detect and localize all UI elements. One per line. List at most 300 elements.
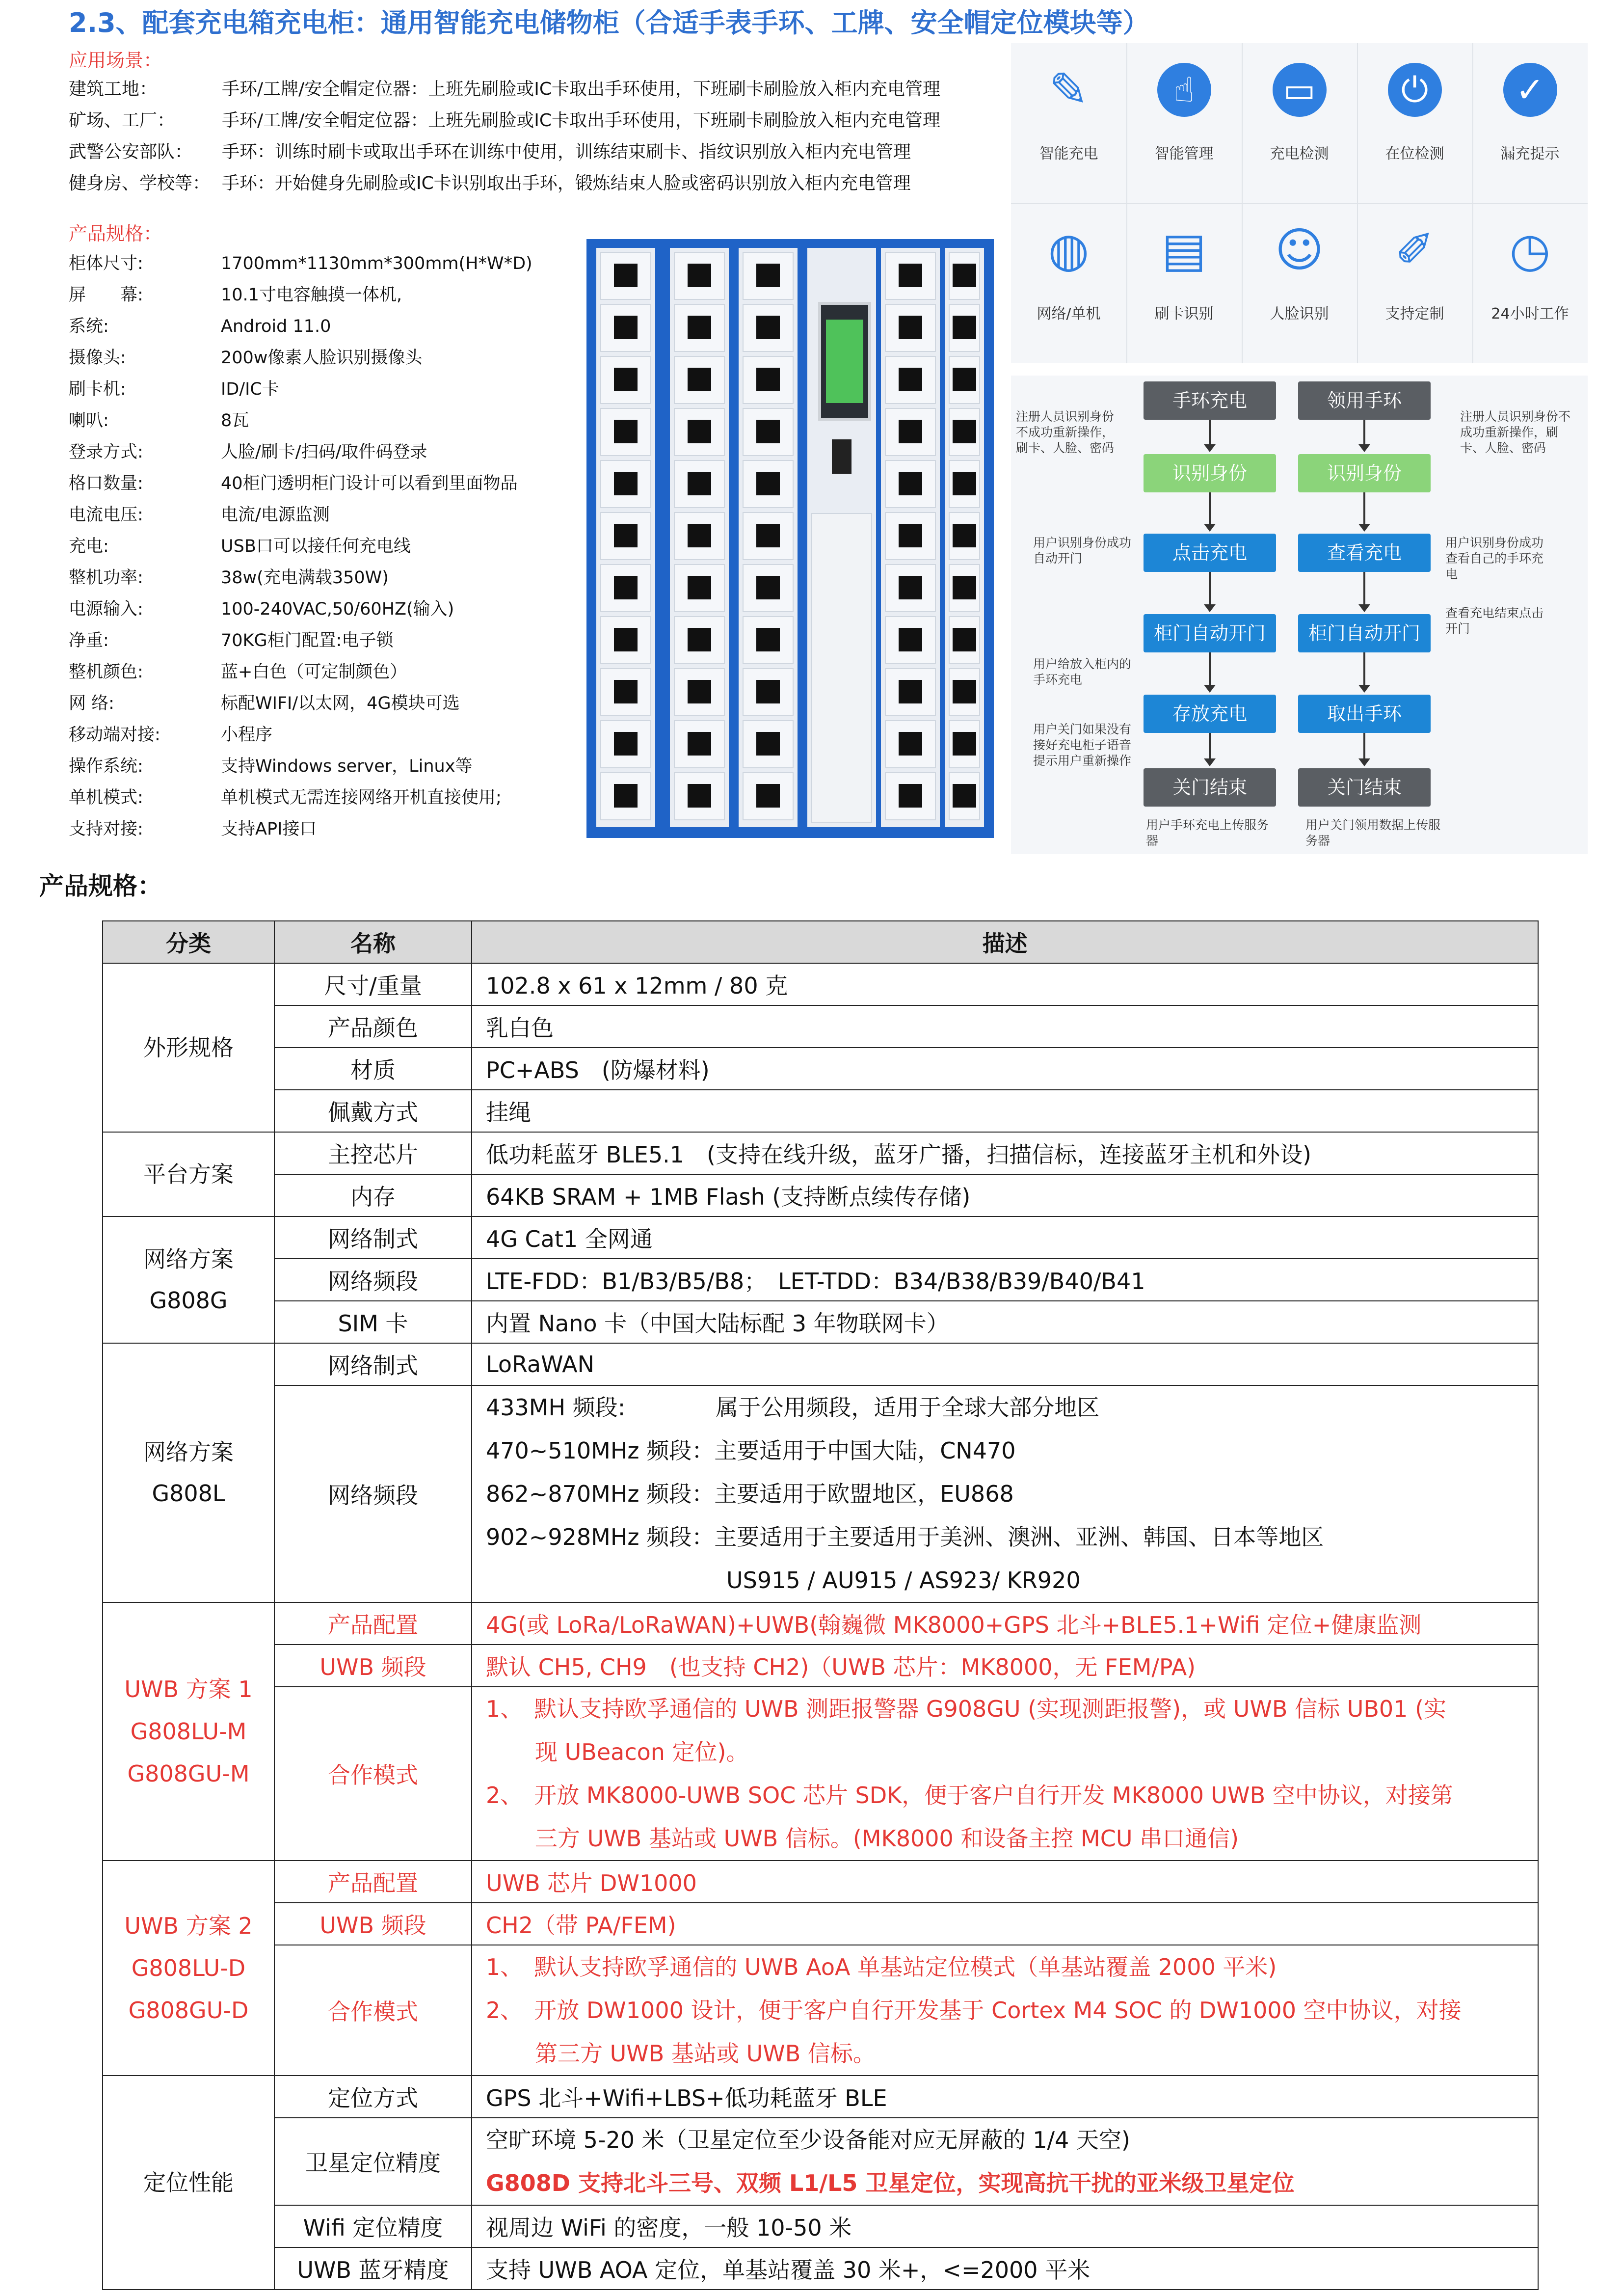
spec-row — [69, 405, 249, 436]
spec-value: 200w像素人脸识别摄像头 — [221, 348, 423, 368]
locker-door — [674, 304, 725, 352]
scene-row — [69, 168, 940, 199]
battery-icon: ▭ — [1273, 63, 1327, 117]
flow-note: 查看充电结束点击开门 — [1445, 606, 1544, 636]
locker-door — [885, 512, 936, 560]
table-row — [103, 1132, 1538, 1174]
locker-door — [600, 772, 651, 820]
spec-row — [69, 436, 427, 468]
scene-row — [69, 74, 940, 105]
category-cell — [103, 1343, 274, 1602]
flow-step: 查看充电 — [1298, 534, 1431, 572]
desc-line: 902~928MHz 频段：主要适用于主要适用于美洲、澳洲、亚洲、韩国、日本等地区 — [486, 1524, 1324, 1550]
category-cell: 定位性能 — [103, 2076, 274, 2290]
spec-value: 支持Windows server，Linux等 — [221, 756, 473, 776]
spec-value: 8瓦 — [221, 411, 249, 431]
spec-row — [69, 782, 502, 813]
flow-note: 注册人员识别身份不成功重新操作，刷卡、人脸、密码 — [1460, 409, 1571, 455]
spec-key: 登录方式: — [69, 442, 143, 462]
desc-line: 现 UBeacon 定位)。 — [535, 1739, 749, 1765]
name-cell: 佩戴方式 — [274, 1090, 472, 1132]
locker-door — [674, 252, 725, 300]
name-cell: UWB 频段 — [274, 1903, 472, 1945]
cabinet-column — [945, 248, 984, 827]
feature-label: 智能充电 — [1039, 145, 1098, 162]
feature-tile — [1357, 203, 1472, 363]
spec-value: 标配WIFI/以太网，4G模块可选 — [221, 694, 460, 713]
feature-tile — [1472, 203, 1588, 363]
spec-key: 柜体尺寸: — [69, 254, 143, 273]
name-cell: 网络频段 — [274, 1385, 472, 1602]
locker-door — [885, 772, 936, 820]
spec-row — [69, 625, 393, 656]
scene-value: 手环/工牌/安全帽定位器：上班先刷脸或IC卡取出手环使用，下班刷卡刷脸放入柜内充电管理 — [222, 79, 941, 99]
name-cell: 主控芯片 — [274, 1132, 472, 1174]
name-cell: Wifi 定位精度 — [274, 2205, 472, 2247]
flow-step: 存放充电 — [1144, 695, 1276, 733]
flow-note: 用户识别身份成功自动开门 — [1033, 536, 1132, 566]
name-cell: 定位方式 — [274, 2076, 472, 2118]
cabinet-image — [586, 239, 994, 838]
clock-24-icon: ◷ — [1509, 222, 1551, 277]
desc-cell: LoRaWAN — [472, 1343, 1538, 1385]
locker-door — [949, 460, 980, 508]
spec-row — [69, 468, 518, 499]
spec-key: 电流电压: — [69, 505, 143, 525]
spec-key: 喇叭: — [69, 411, 109, 431]
flow-step: 柜门自动开门 — [1144, 614, 1276, 652]
name-cell: 材质 — [274, 1048, 472, 1090]
desc-cell: 低功耗蓝牙 BLE5.1 (支持在线升级，蓝牙广播，扫描信标，连接蓝牙主机和外设) — [472, 1132, 1538, 1174]
spec-row — [69, 342, 422, 374]
locker-door — [949, 720, 980, 768]
scene-key: 健身房、学校等： — [69, 173, 211, 193]
cabinet-column — [670, 248, 729, 827]
desc-cell: 4G(或 LoRa/LoRaWAN)+UWB(翰巍微 MK8000+GPS 北斗+BLE5.1+Wifi 定位+健康监测 — [472, 1602, 1538, 1645]
locker-door — [674, 356, 725, 404]
locker-door — [743, 668, 794, 716]
locker-door — [743, 356, 794, 404]
flow-arrow — [1209, 572, 1211, 606]
locker-door — [949, 668, 980, 716]
locker-door — [949, 408, 980, 456]
spec-row — [69, 688, 460, 719]
name-cell: 网络制式 — [274, 1343, 472, 1385]
desc-cell: 64KB SRAM + 1MB Flash (支持断点续传存储) — [472, 1174, 1538, 1216]
category-line: G808GU-D — [128, 1997, 249, 2024]
desc-line: 空旷环境 5-20 米（卫星定位至少设备能对应无屏蔽的 1/4 天空) — [486, 2127, 1130, 2153]
spec-key: 移动端对接: — [69, 725, 160, 745]
flow-arrow — [1209, 652, 1211, 687]
category-line: G808G — [149, 1287, 228, 1314]
locker-door — [743, 564, 794, 612]
desc-cell: UWB 芯片 DW1000 — [472, 1861, 1538, 1903]
spec-value: 单机模式无需连接网络开机直接使用; — [221, 788, 502, 808]
spec-value: 10.1寸电容触摸一体机, — [221, 285, 402, 305]
desc-line: 862~870MHz 频段：主要适用于欧盟地区，EU868 — [486, 1481, 1014, 1507]
spec-value: 小程序 — [221, 725, 273, 745]
desc-line: 三方 UWB 基站或 UWB 信标。(MK8000 和设备主控 MCU 串口通信) — [535, 1825, 1239, 1852]
page-title: 2.3、配套充电箱充电柜：通用智能充电储物柜（合适手表手环、工牌、安全帽定位模块等） — [69, 7, 1149, 38]
feature-tile — [1011, 203, 1126, 363]
table-row — [103, 1861, 1538, 1903]
flow-arrow — [1209, 492, 1211, 526]
table-row — [103, 1174, 1538, 1216]
spec-label: 产品规格： — [69, 223, 162, 244]
locker-door — [949, 564, 980, 612]
locker-door — [743, 616, 794, 664]
desc-cell: LTE-FDD：B1/B3/B5/B8； LET-TDD：B34/B38/B39/B40/B41 — [472, 1259, 1538, 1301]
scene-row — [69, 136, 940, 168]
spec-key: 系统: — [69, 317, 109, 336]
scene-row — [69, 105, 940, 136]
center-panel — [807, 248, 876, 827]
locker-door — [949, 616, 980, 664]
category-cell — [103, 1861, 274, 2076]
name-cell: 产品配置 — [274, 1861, 472, 1903]
desc-cell: 乳白色 — [472, 1005, 1538, 1048]
spec-row — [69, 594, 454, 625]
spec-key: 操作系统: — [69, 756, 143, 776]
flow-arrow — [1209, 420, 1211, 446]
flow-arrow — [1209, 733, 1211, 760]
desc-cell — [472, 2118, 1538, 2205]
locker-door — [885, 356, 936, 404]
scene-value: 手环：开始健身先刷脸或IC卡识别取出手环，锻炼结束人脸或密码识别放入柜内充电管理 — [222, 173, 911, 193]
table-title: 产品规格： — [39, 872, 162, 900]
category-line: G808GU-M — [127, 1760, 250, 1787]
desc-cell: PC+ABS (防爆材料) — [472, 1048, 1538, 1090]
desc-line: 470~510MHz 频段：主要适用于中国大陆，CN470 — [486, 1437, 1016, 1464]
name-cell: 产品配置 — [274, 1602, 472, 1645]
table-row — [103, 1343, 1538, 1385]
desc-cell: 支持 UWB AOA 定位，单基站覆盖 30 米+，<=2000 平米 — [472, 2247, 1538, 2290]
feature-label: 漏充提示 — [1500, 145, 1560, 162]
spec-row — [69, 311, 331, 342]
locker-door — [885, 408, 936, 456]
table-row — [103, 2205, 1538, 2247]
plug-icon: ⏻ — [1388, 63, 1442, 117]
scene-key: 建筑工地： — [69, 79, 158, 99]
name-cell: SIM 卡 — [274, 1301, 472, 1343]
name-cell: 尺寸/重量 — [274, 963, 472, 1005]
spec-row — [69, 562, 389, 594]
flow-step: 领用手环 — [1298, 381, 1431, 420]
category-line: UWB 方案 2 — [124, 1913, 253, 1939]
desc-line: 1、 默认支持欧孚通信的 UWB 测距报警器 G908GU (实现测距报警)，或 UWB 信标 UB01 (实 — [486, 1696, 1447, 1722]
flow-step: 手环充电 — [1144, 381, 1276, 420]
name-cell: 产品颜色 — [274, 1005, 472, 1048]
spec-key: 刷卡机: — [69, 379, 126, 399]
spec-row — [69, 531, 411, 562]
table-row — [103, 963, 1538, 1005]
locker-door — [674, 720, 725, 768]
desc-cell — [472, 1687, 1538, 1861]
scenes-list — [69, 74, 940, 199]
header-category: 分类 — [103, 921, 274, 963]
desc-cell: 102.8 x 61 x 12mm / 80 克 — [472, 963, 1538, 1005]
category-cell — [103, 1602, 274, 1861]
category-cell: 平台方案 — [103, 1132, 274, 1216]
touch-hand-icon: ☝ — [1157, 63, 1211, 117]
smart-charge-icon: ✎ — [1049, 62, 1089, 117]
table-row — [103, 1945, 1538, 2076]
desc-cell: 视周边 WiFi 的密度，一般 10-50 米 — [472, 2205, 1538, 2247]
name-cell: 网络制式 — [274, 1216, 472, 1259]
locker-door — [674, 772, 725, 820]
spec-value: 70KG柜门配置:电子锁 — [221, 631, 394, 650]
locker-door — [600, 616, 651, 664]
name-cell: 合作模式 — [274, 1945, 472, 2076]
feature-tile — [1011, 43, 1126, 203]
category-cell: 外形规格 — [103, 963, 274, 1132]
card-reader — [832, 439, 851, 474]
spec-value: 100-240VAC,50/60HZ(输入) — [221, 599, 454, 619]
desc-line: 第三方 UWB 基站或 UWB 信标。 — [535, 2040, 876, 2067]
table-row — [103, 1216, 1538, 1259]
category-line: G808LU-M — [130, 1718, 247, 1745]
card-icon: ▤ — [1162, 222, 1206, 277]
desc-cell: 内置 Nano 卡（中国大陆标配 3 年物联网卡） — [472, 1301, 1538, 1343]
flow-step: 取出手环 — [1298, 695, 1431, 733]
locker-door — [674, 668, 725, 716]
grid-divider — [1011, 203, 1588, 204]
desc-line: US915 / AU915 / AS923/ KR920 — [726, 1567, 1081, 1594]
flow-note: 用户关门如果没有接好充电柜子语音提示用户重新操作 — [1033, 722, 1132, 768]
spec-row — [69, 374, 279, 405]
desc-cell — [472, 1945, 1538, 2076]
feature-label: 充电检测 — [1270, 145, 1329, 162]
table-row — [103, 1903, 1538, 1945]
flow-note: 用户手环充电上传服务器 — [1146, 818, 1269, 848]
name-cell: UWB 频段 — [274, 1645, 472, 1687]
scene-key: 矿场、工厂： — [69, 110, 175, 131]
flow-step: 识别身份 — [1298, 454, 1431, 492]
spec-key: 充电: — [69, 537, 109, 556]
desc-cell: 4G Cat1 全网通 — [472, 1216, 1538, 1259]
flow-note: 注册人员识别身份不成功重新操作，刷卡、人脸、密码 — [1016, 409, 1115, 455]
spec-table — [102, 920, 1539, 2290]
spec-row — [69, 813, 317, 845]
desc-line: 1、 默认支持欧孚通信的 UWB AoA 单基站定位模式（单基站覆盖 2000 平米) — [486, 1954, 1277, 1980]
desc-line: 433MH 频段: 属于公用频段，适用于全球大部分地区 — [486, 1394, 1100, 1421]
table-row — [103, 1645, 1538, 1687]
locker-door — [600, 512, 651, 560]
locker-door — [674, 564, 725, 612]
storage-door — [811, 513, 872, 823]
locker-door — [743, 304, 794, 352]
face-icon: ☺ — [1275, 222, 1324, 277]
flow-step: 点击充电 — [1144, 534, 1276, 572]
flow-step: 柜门自动开门 — [1298, 614, 1431, 652]
locker-door — [674, 460, 725, 508]
category-line: 网络方案 — [143, 1439, 234, 1465]
cabinet-column — [739, 248, 798, 827]
locker-door — [885, 252, 936, 300]
name-cell: 卫星定位精度 — [274, 2118, 472, 2205]
locker-door — [949, 772, 980, 820]
category-line: G808LU-D — [131, 1955, 246, 1981]
locker-door — [600, 720, 651, 768]
feature-tile — [1242, 43, 1357, 203]
feature-label: 24小时工作 — [1491, 305, 1569, 323]
pencil-ruler-icon: ✐ — [1395, 222, 1435, 277]
spec-key: 屏 幕: — [69, 285, 143, 305]
flow-note: 用户识别身份成功查看自己的手环充电 — [1445, 536, 1544, 581]
table-row — [103, 2247, 1538, 2290]
desc-cell: 挂绳 — [472, 1090, 1538, 1132]
locker-door — [674, 616, 725, 664]
locker-door — [600, 304, 651, 352]
feature-label: 智能管理 — [1154, 145, 1214, 162]
scene-value: 手环：训练时刷卡或取出手环在训练中使用，训练结束刷卡、指纹识别放入柜内充电管理 — [222, 142, 911, 162]
spec-key: 净重: — [69, 631, 109, 650]
locker-door — [674, 512, 725, 560]
locker-door — [743, 252, 794, 300]
table-row — [103, 2076, 1538, 2118]
feature-label: 网络/单机 — [1037, 305, 1101, 323]
spec-value: 38w(充电满载350W) — [221, 568, 389, 588]
locker-door — [600, 408, 651, 456]
locker-door — [885, 668, 936, 716]
spec-value: 1700mm*1130mm*300mm(H*W*D) — [221, 254, 532, 273]
spec-key: 支持对接: — [69, 819, 143, 839]
spec-row — [69, 499, 330, 531]
feature-label: 在位检测 — [1385, 145, 1444, 162]
feature-tile — [1126, 203, 1242, 363]
table-row — [103, 1005, 1538, 1048]
spec-row — [69, 248, 532, 279]
flow-arrow — [1363, 572, 1365, 606]
scene-key: 武警公安部队： — [69, 142, 193, 162]
feature-tile — [1242, 203, 1357, 363]
locker-door — [949, 512, 980, 560]
spec-key: 单机模式: — [69, 788, 143, 808]
check-icon: ✓ — [1503, 63, 1557, 117]
spec-key: 整机功率: — [69, 568, 143, 588]
flow-step: 关门结束 — [1144, 768, 1276, 807]
spec-value: 蓝+白色（可定制颜色） — [221, 662, 407, 682]
feature-label: 刷卡识别 — [1154, 305, 1214, 323]
feature-label: 支持定制 — [1385, 305, 1444, 323]
flow-arrow — [1363, 420, 1365, 446]
scenes-label: 应用场景： — [69, 50, 162, 71]
spec-row — [69, 279, 402, 311]
spec-key: 整机颜色: — [69, 662, 143, 682]
feature-tile — [1472, 43, 1588, 203]
locker-door — [885, 616, 936, 664]
locker-door — [600, 564, 651, 612]
spec-value: 人脸/刷卡/扫码/取件码登录 — [221, 442, 427, 462]
locker-door — [949, 356, 980, 404]
flow-arrow — [1363, 652, 1365, 687]
header-desc: 描述 — [472, 921, 1538, 963]
table-row — [103, 1048, 1538, 1090]
spec-value: USB口可以接任何充电线 — [221, 537, 411, 556]
flow-note: 用户关门领用数据上传服务器 — [1305, 818, 1441, 848]
desc-cell: CH2（带 PA/FEM) — [472, 1903, 1538, 1945]
spec-row — [69, 656, 407, 688]
locker-door — [674, 408, 725, 456]
locker-door — [949, 252, 980, 300]
globe-icon: ◍ — [1048, 222, 1090, 277]
desc-cell: GPS 北斗+Wifi+LBS+低功耗蓝牙 BLE — [472, 2076, 1538, 2118]
spec-key: 网 络: — [69, 694, 114, 713]
table-row — [103, 1090, 1538, 1132]
locker-door — [600, 356, 651, 404]
spec-value: ID/IC卡 — [221, 379, 279, 399]
table-row — [103, 1687, 1538, 1861]
locker-door — [600, 252, 651, 300]
feature-tile — [1357, 43, 1472, 203]
header-name: 名称 — [274, 921, 472, 963]
spec-key: 摄像头: — [69, 348, 126, 368]
spec-key: 电源输入: — [69, 599, 143, 619]
name-cell: UWB 蓝牙精度 — [274, 2247, 472, 2290]
flow-arrow — [1363, 492, 1365, 526]
spec-row — [69, 719, 272, 751]
table-row — [103, 1385, 1538, 1602]
category-line: G808L — [152, 1480, 225, 1507]
touch-screen — [818, 302, 871, 421]
table-header-row — [103, 921, 1538, 963]
feature-label: 人脸识别 — [1270, 305, 1329, 323]
spec-key: 格口数量: — [69, 474, 143, 493]
name-cell: 内存 — [274, 1174, 472, 1216]
desc-cell — [472, 1385, 1538, 1602]
flow-arrow — [1363, 733, 1365, 760]
name-cell: 网络频段 — [274, 1259, 472, 1301]
locker-door — [743, 720, 794, 768]
feature-tile — [1126, 43, 1242, 203]
table-row — [103, 1301, 1538, 1343]
flow-note: 用户给放入柜内的手环充电 — [1033, 657, 1132, 687]
locker-door — [743, 512, 794, 560]
spec-value: 电流/电源监测 — [221, 505, 330, 525]
category-line: 网络方案 — [143, 1246, 234, 1272]
flow-step: 识别身份 — [1144, 454, 1276, 492]
scene-value: 手环/工牌/安全帽定位器：上班先刷脸或IC卡取出手环使用，下班刷卡刷脸放入柜内充电管理 — [222, 110, 941, 131]
spec-value: Android 11.0 — [221, 317, 331, 336]
table-row — [103, 1602, 1538, 1645]
locker-door — [743, 460, 794, 508]
cabinet-column — [881, 248, 940, 827]
flow-step: 关门结束 — [1298, 768, 1431, 807]
spec-value: 支持API接口 — [221, 819, 317, 839]
category-line: UWB 方案 1 — [124, 1676, 253, 1702]
name-cell: 合作模式 — [274, 1687, 472, 1861]
desc-cell: 默认 CH5, CH9 (也支持 CH2)（UWB 芯片：MK8000，无 FEM/PA) — [472, 1645, 1538, 1687]
locker-door — [600, 460, 651, 508]
locker-door — [949, 304, 980, 352]
table-row — [103, 2118, 1538, 2205]
desc-line-highlight: G808D 支持北斗三号、双频 L1/L5 卫星定位，实现高抗干扰的亚米级卫星定位 — [486, 2170, 1295, 2196]
cabinet-column — [596, 248, 655, 827]
category-cell — [103, 1216, 274, 1343]
locker-door — [743, 772, 794, 820]
locker-door — [885, 720, 936, 768]
locker-door — [743, 408, 794, 456]
locker-door — [885, 460, 936, 508]
locker-door — [885, 304, 936, 352]
flow-diagram — [1011, 376, 1588, 854]
spec-row — [69, 751, 472, 782]
desc-line: 2、 开放 MK8000-UWB SOC 芯片 SDK，便于客户自行开发 MK8000 UWB 空中协议，对接第 — [486, 1782, 1453, 1809]
spec-value: 40柜门透明柜门设计可以看到里面物品 — [221, 474, 518, 493]
locker-door — [885, 564, 936, 612]
desc-line: 2、 开放 DW1000 设计，便于客户自行开发基于 Cortex M4 SOC 的 DW1000 空中协议，对接 — [486, 1997, 1462, 2024]
locker-door — [600, 668, 651, 716]
